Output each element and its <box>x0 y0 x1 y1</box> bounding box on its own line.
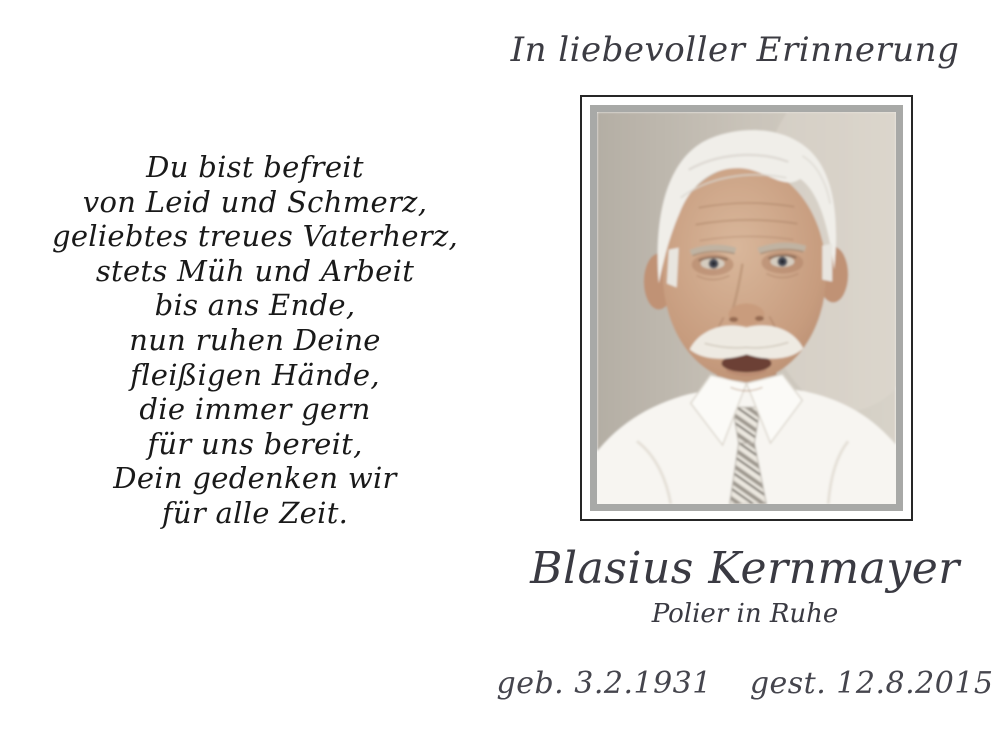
poem-line: bis ans Ende, <box>154 288 356 323</box>
poem-line: fleißigen Hände, <box>130 357 380 392</box>
poem-line: nun ruhen Deine <box>129 322 381 357</box>
poem-line: von Leid und Schmerz, <box>82 184 428 219</box>
portrait-photo <box>597 112 896 504</box>
poem-line: Du bist befreit <box>146 150 364 184</box>
portrait-photo-mat <box>590 105 903 511</box>
sideburn-left <box>667 248 679 288</box>
portrait-photo-frame <box>580 95 913 521</box>
card-header: In liebevoller Erinnerung <box>510 30 960 70</box>
deceased-name: Blasius Kernmayer <box>530 543 960 594</box>
poem-line: für alle Zeit. <box>161 495 349 530</box>
poem-line: Dein gedenken wir <box>113 461 397 496</box>
poem-line: stets Müh und Arbeit <box>95 253 415 288</box>
death-date: gest. 12.8.2015 <box>749 666 994 701</box>
life-dates <box>495 666 995 701</box>
deceased-title: Polier in Ruhe <box>651 599 839 629</box>
poem-line: geliebtes treues Vaterherz, <box>51 219 459 254</box>
poem-line: die immer gern <box>139 392 371 427</box>
memorial-poem <box>30 150 480 531</box>
birth-date: geb. 3.2.1931 <box>496 666 712 701</box>
sideburn-right <box>822 244 832 282</box>
nose <box>729 304 765 326</box>
poem-line: für uns bereit, <box>147 426 363 461</box>
